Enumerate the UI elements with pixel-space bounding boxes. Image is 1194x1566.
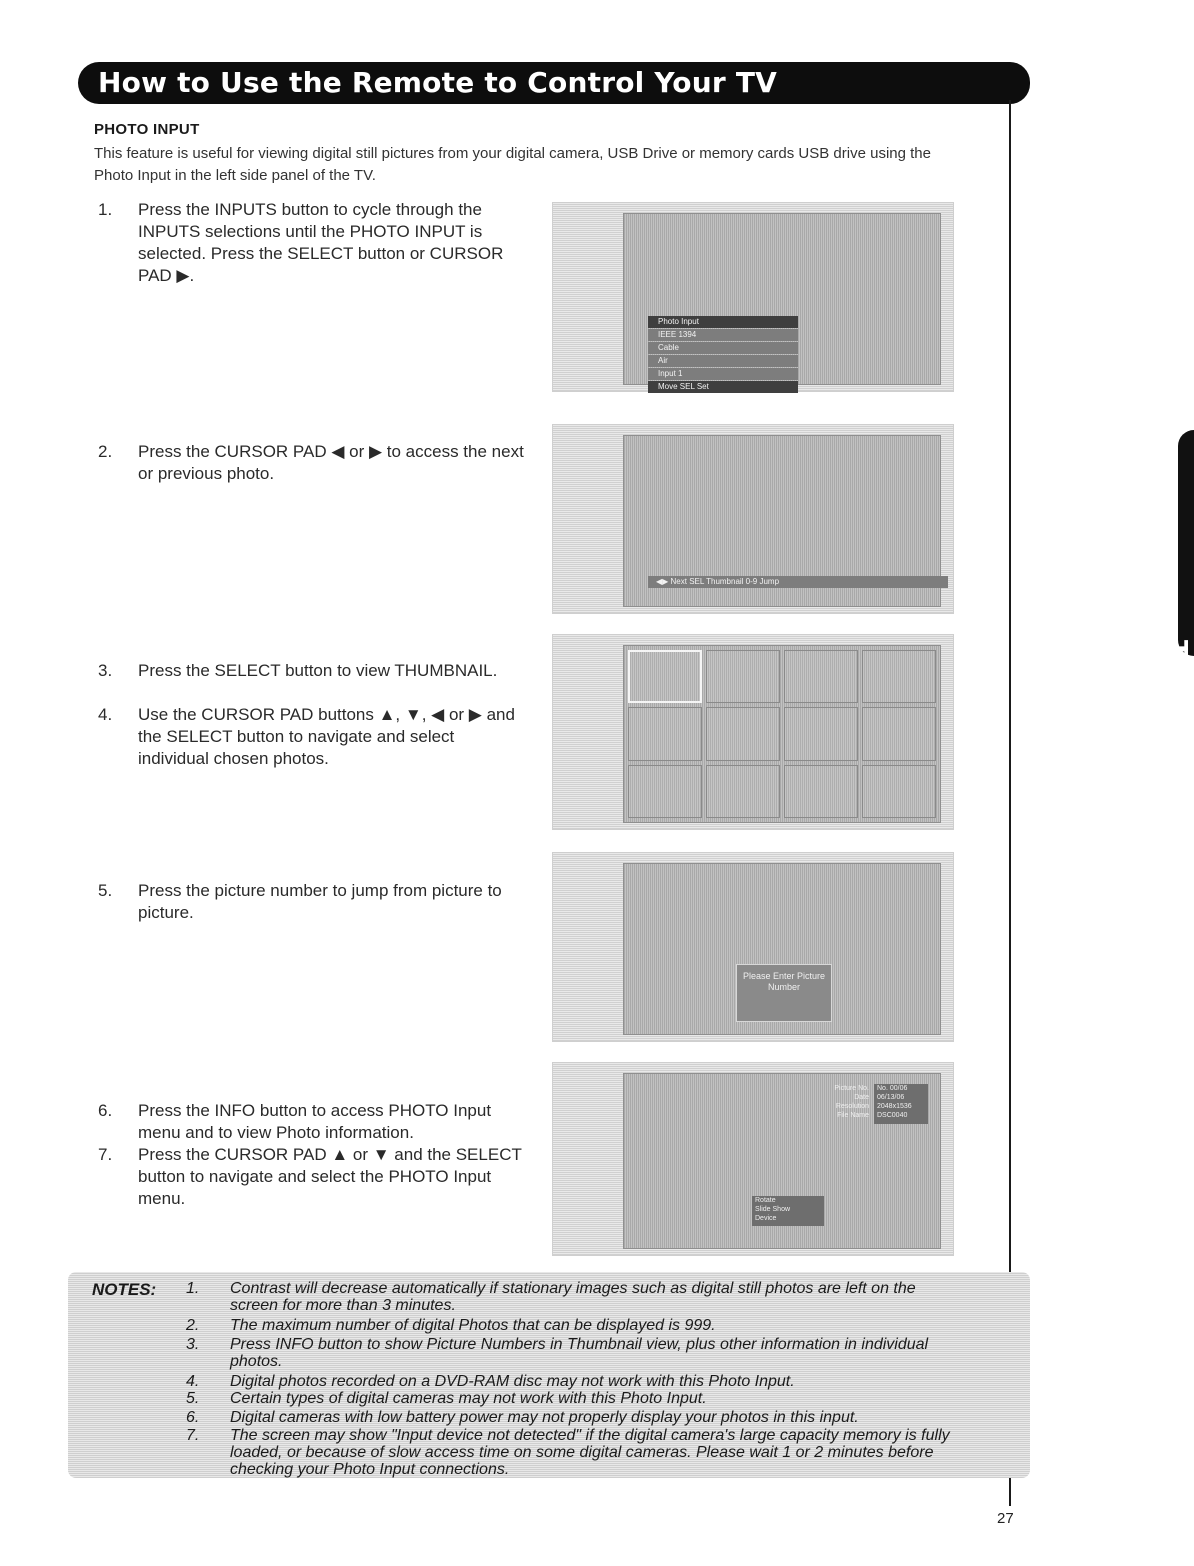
picture-number-prompt: Please Enter Picture Number: [736, 964, 832, 1022]
photo-info-labels: Picture No. Date Resolution File Name: [834, 1085, 869, 1119]
screenshot-inputs-menu: [552, 202, 954, 392]
page-title: How to Use the Remote to Control Your TV: [98, 66, 778, 99]
step-text: Press the CURSOR PAD ◀ or ▶ to access the next or previous photo.: [138, 442, 524, 483]
note-text: Contrast will decrease automatically if stationary images such as digital still photos are left on the screen for more than 3 minutes.: [230, 1280, 916, 1314]
step-item: [98, 1144, 528, 1210]
step-item: [98, 704, 528, 770]
thumbnail-cell: [706, 650, 780, 703]
note-item: [186, 1390, 966, 1407]
osd-menu-item: Move SEL Set: [648, 381, 798, 393]
note-item: [186, 1336, 966, 1370]
note-item: [186, 1409, 966, 1426]
screenshot-photo-info: [552, 1062, 954, 1256]
thumbnail-cell: [628, 707, 702, 760]
thumbnail-cell: [784, 707, 858, 760]
screenshot-thumbnails: [552, 634, 954, 830]
thumbnail-cell: [706, 707, 780, 760]
osd-menu-item: Input 1: [648, 368, 798, 380]
step-number: 2.: [98, 442, 113, 461]
osd-inputs-menu: [648, 316, 798, 394]
note-text: The screen may show "Input device not detected" if the digital camera's large capacity memory is fully loaded, or because of slow access time on some digital cameras. Please wait 1 or 2 minutes before checking your Photo Input connections.: [230, 1427, 950, 1478]
thumbnail-cell: [706, 765, 780, 818]
note-number: 3.: [186, 1336, 200, 1353]
note-number: 1.: [186, 1280, 200, 1297]
note-number: 4.: [186, 1373, 200, 1390]
note-item: [186, 1373, 966, 1390]
intro-paragraph: This feature is useful for viewing digital still pictures from your digital camera, USB Drive or memory cards USB drive using the Photo Input in the left side panel of the TV.: [94, 145, 931, 184]
step-item: [98, 660, 528, 682]
step-number: 4.: [98, 705, 113, 724]
thumbnail-cell: [628, 650, 702, 703]
step-text: Press the INFO button to access PHOTO Input menu and to view Photo information.: [138, 1101, 492, 1142]
screen-area: [623, 1073, 941, 1249]
screenshot-photo-view: [552, 424, 954, 614]
note-text: Certain types of digital cameras may not work with this Photo Input.: [230, 1390, 707, 1407]
note-item: [186, 1427, 966, 1478]
step-number: 6.: [98, 1101, 113, 1120]
note-number: 7.: [186, 1427, 200, 1444]
screen-area: [623, 213, 941, 391]
note-text: Digital photos recorded on a DVD-RAM disc may not work with this Photo Input.: [230, 1373, 795, 1390]
note-number: 2.: [186, 1317, 200, 1334]
photo-info-panel: [774, 1084, 944, 1124]
thumbnail-cell: [784, 765, 858, 818]
step-item: [98, 1100, 528, 1144]
thumbnail-cell: [862, 650, 936, 703]
note-text: Press INFO button to show Picture Numbers in Thumbnail view, plus other information in individual photos.: [230, 1336, 929, 1370]
thumbnail-grid: [628, 650, 936, 818]
note-text: The maximum number of digital Photos that can be displayed is 999.: [230, 1317, 716, 1334]
thumbnail-cell: [862, 765, 936, 818]
thumbnail-cell: [628, 765, 702, 818]
note-item: [186, 1317, 966, 1334]
side-tab-label: The Remote Control: [1162, 640, 1192, 933]
step-number: 7.: [98, 1145, 113, 1164]
osd-menu-item: Photo Input: [648, 316, 798, 328]
screen-area: [623, 863, 941, 1035]
step-text: Press the CURSOR PAD ▲ or ▼ and the SELECT button to navigate and select the PHOTO Input menu.: [138, 1145, 522, 1208]
step-item: [98, 441, 528, 485]
note-text: Digital cameras with low battery power may not properly display your photos in this input.: [230, 1409, 859, 1426]
step-number: 1.: [98, 200, 113, 219]
step-item: [98, 199, 528, 287]
osd-nav-bar: ◀▶ Next SEL Thumbnail 0-9 Jump: [648, 576, 948, 588]
step-number: 3.: [98, 661, 113, 680]
note-number: 5.: [186, 1390, 200, 1407]
screen-area: [623, 645, 941, 823]
photo-input-menu: Rotate Slide Show Device: [752, 1196, 824, 1226]
note-item: [186, 1280, 966, 1314]
thumbnail-cell: [862, 707, 936, 760]
page-number: 27: [997, 1510, 1014, 1527]
step-text: Use the CURSOR PAD buttons ▲, ▼, ◀ or ▶ and the SELECT button to navigate and select individual chosen photos.: [138, 705, 515, 768]
step-item: [98, 880, 528, 924]
thumbnail-cell: [784, 650, 858, 703]
side-tab: [1178, 430, 1194, 656]
photo-info-values: No. 00/06 06/13/06 2048x1536 DSC0040: [874, 1084, 928, 1124]
notes-label: NOTES:: [92, 1280, 157, 1299]
step-number: 5.: [98, 881, 113, 900]
screenshot-picture-number: [552, 852, 954, 1042]
screen-area: [623, 435, 941, 607]
osd-menu-item: IEEE 1394: [648, 329, 798, 341]
osd-menu-item: Air: [648, 355, 798, 367]
step-text: Press the SELECT button to view THUMBNAIL.: [138, 661, 498, 680]
osd-menu-item: Cable: [648, 342, 798, 354]
step-text: Press the picture number to jump from picture to picture.: [138, 881, 502, 922]
note-number: 6.: [186, 1409, 200, 1426]
step-text: Press the INPUTS button to cycle through the INPUTS selections until the PHOTO INPUT is selected. Press the SELECT button or CURSOR PAD ▶.: [138, 200, 504, 285]
section-heading: PHOTO INPUT: [94, 121, 200, 138]
bottom-divider: [1009, 1478, 1011, 1506]
right-divider: [1009, 100, 1011, 1285]
